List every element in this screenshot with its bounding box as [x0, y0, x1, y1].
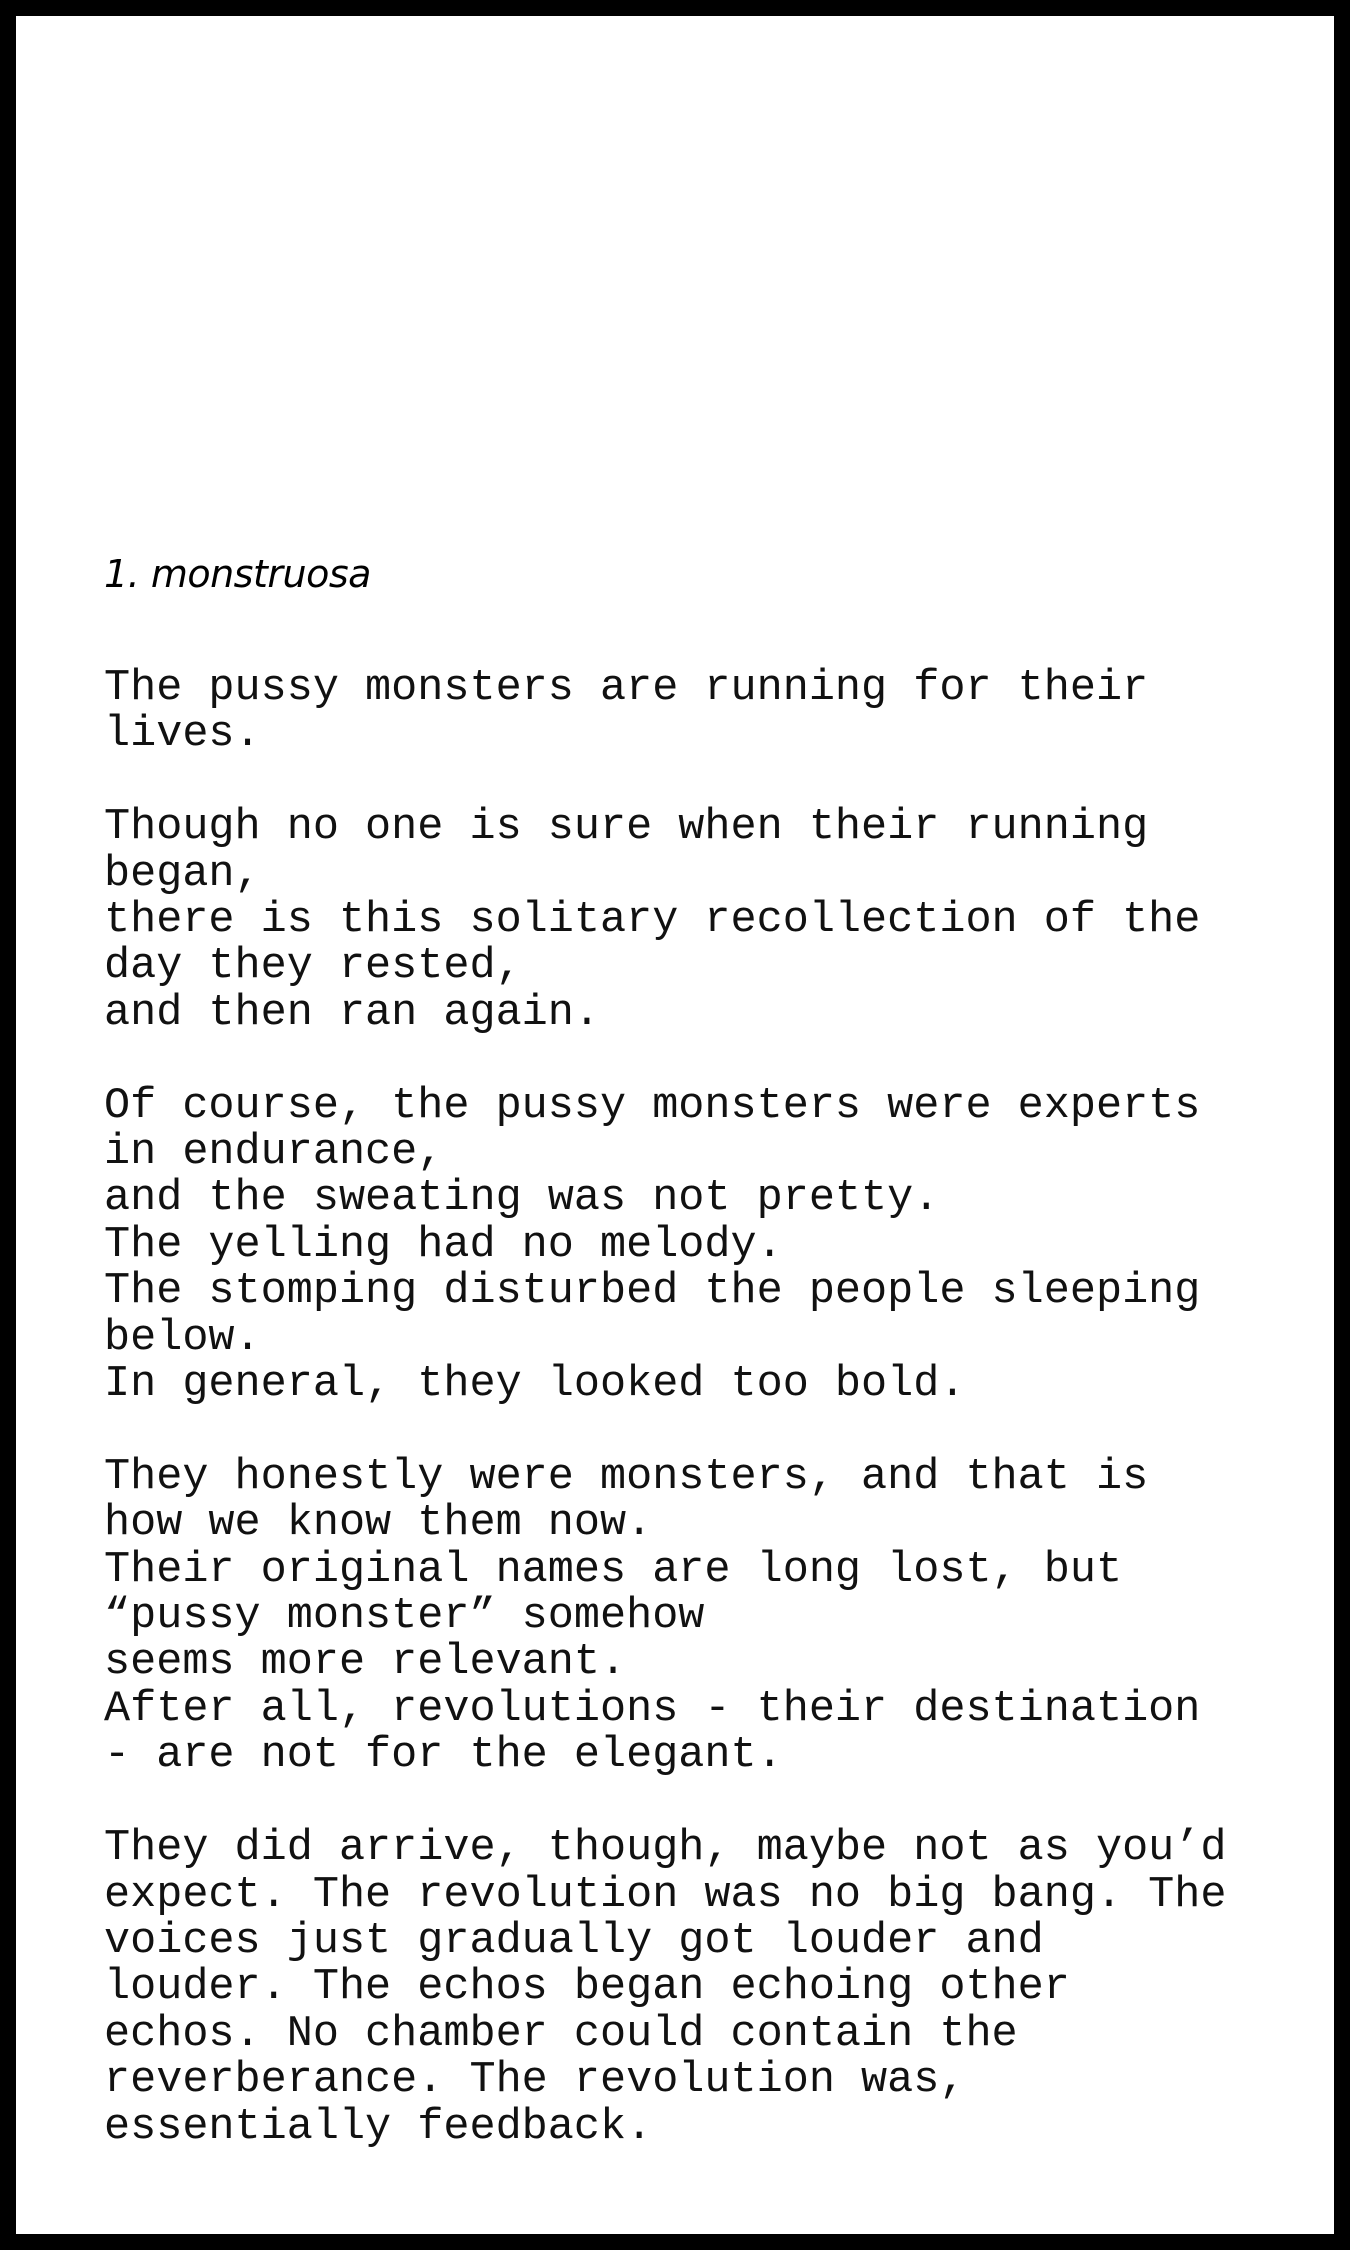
- stanza-3: [104, 1081, 1304, 1410]
- poem-line: After all, revolutions - their destination: [104, 1684, 1201, 1734]
- poem-line: and the sweating was not pretty.: [104, 1174, 940, 1224]
- poem-body: [104, 666, 1304, 2197]
- poem-line: day they rested,: [104, 942, 522, 992]
- poem-line: there is this solitary recollection of the: [104, 896, 1201, 946]
- poem-line: how we know them now.: [104, 1499, 653, 1549]
- poem-line: Though no one is sure when their running: [104, 803, 1149, 853]
- poem-line: “pussy monster” somehow: [104, 1592, 705, 1642]
- poem-line: The pussy monsters are running for their: [104, 664, 1149, 713]
- poem-line: essentially feedback.: [104, 2102, 653, 2152]
- poem-line: expect. The revolution was no big bang. The: [104, 1870, 1227, 1920]
- poem-line: They honestly were monsters, and that is: [104, 1452, 1149, 1502]
- poem-line: The stomping disturbed the people sleeping: [104, 1267, 1201, 1317]
- poem-line: louder. The echos began echoing other: [104, 1963, 1070, 2013]
- poem-line: lives.: [104, 710, 261, 760]
- poem-line: reverberance. The revolution was,: [104, 2056, 966, 2106]
- poem-line: below.: [104, 1313, 261, 1363]
- poem-title: 1. monstruosa: [104, 552, 371, 596]
- poem-line: In general, they looked too bold.: [104, 1360, 966, 1410]
- poem-line: voices just gradually got louder and: [104, 1916, 1044, 1966]
- poem-line: Their original names are long lost, but: [104, 1545, 1123, 1595]
- poem-line: Of course, the pussy monsters were experts: [104, 1081, 1201, 1131]
- poem-line: echos. No chamber could contain the: [104, 2009, 1018, 2059]
- poem-line: began,: [104, 849, 261, 899]
- stanza-1: [104, 666, 1304, 759]
- stanza-4: [104, 1452, 1304, 1781]
- poem-line: - are not for the elegant.: [104, 1731, 783, 1781]
- poem-line: in endurance,: [104, 1128, 444, 1178]
- poem-line: The yelling had no melody.: [104, 1220, 783, 1270]
- stanza-2: [104, 805, 1304, 1037]
- stanza-5: [104, 1826, 1304, 2151]
- poem-line: and then ran again.: [104, 988, 600, 1038]
- poem-line: seems more relevant.: [104, 1638, 627, 1688]
- poem-line: They did arrive, though, maybe not as you’d: [104, 1824, 1227, 1874]
